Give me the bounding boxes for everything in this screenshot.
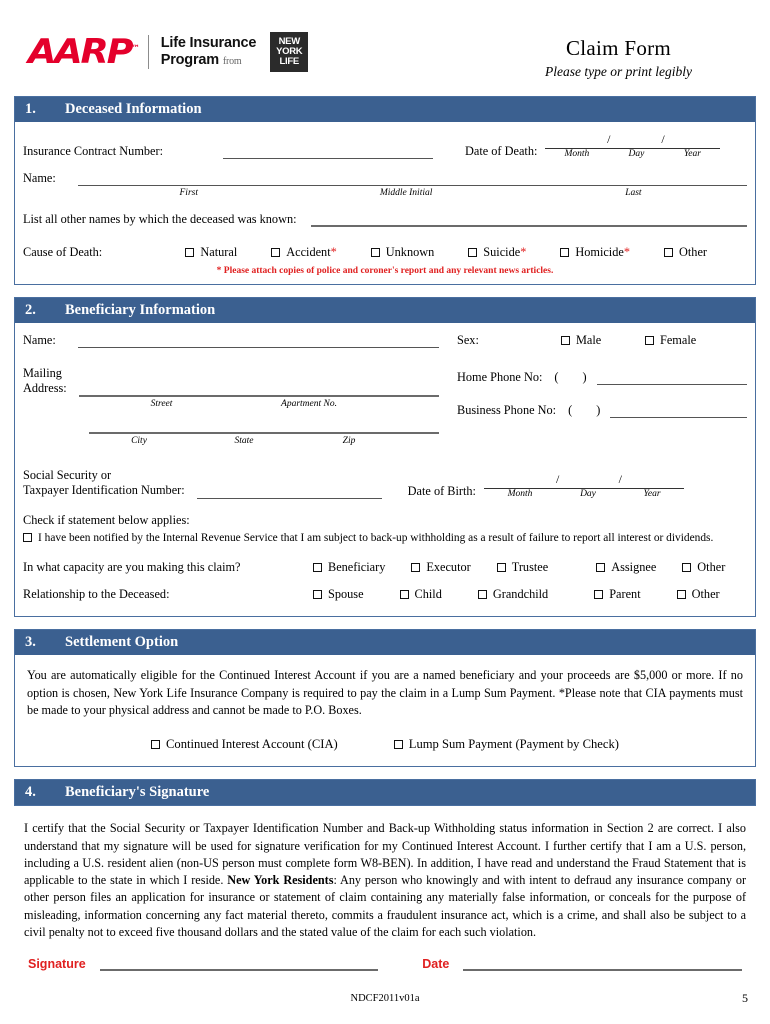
address-apartment-sublabel: Apartment No.	[281, 398, 337, 409]
aarp-trademark-symbol: ™	[131, 43, 141, 53]
dod-day-sublabel: Day	[628, 149, 645, 159]
checkbox-accident[interactable]	[271, 248, 280, 257]
capacity-option-trustee[interactable]	[497, 560, 548, 575]
section-2-title: Beneficiary Information	[65, 302, 216, 318]
cause-option-natural[interactable]	[185, 245, 237, 260]
nyl-line-2: YORK	[276, 46, 303, 58]
section-4-header	[14, 779, 756, 806]
relationship-label-grandchild: Grandchild	[492, 587, 549, 602]
address-street-input[interactable]	[79, 384, 439, 397]
section-deceased-information	[14, 96, 756, 285]
deceased-name-label: Name:	[23, 171, 56, 185]
relationship-label-child: Child	[414, 587, 442, 602]
contract-number-input[interactable]	[223, 146, 433, 159]
business-phone-label: Business Phone No:	[457, 403, 557, 417]
cause-label-suicide: Suicide	[483, 245, 521, 259]
contract-number-label: Insurance Contract Number:	[23, 144, 163, 158]
section-beneficiary-information	[14, 297, 756, 617]
dob-day-sublabel: Day	[580, 489, 596, 500]
section-3-title: Settlement Option	[65, 634, 179, 651]
cause-option-other[interactable]	[664, 245, 707, 260]
section-2-body	[15, 323, 755, 616]
other-names-input[interactable]	[311, 214, 747, 227]
relationship-option-grandchild[interactable]	[478, 587, 548, 602]
dod-month-sublabel: Month	[564, 149, 590, 159]
cause-asterisk-suicide: *	[520, 245, 527, 259]
dob-year-sublabel: Year	[643, 489, 661, 500]
checkbox-capacity-trustee[interactable]	[497, 563, 506, 572]
new-york-residents-heading: New York Residents	[227, 873, 334, 888]
address-street-sublabel: Street	[150, 398, 173, 409]
page-footer	[14, 993, 756, 1004]
certification-text-part1: I certify that the Social Security or Taxpayer Identification Number and Back-up Withholding status information in Section 2 are correct. I also understand that my signature will be used for signature verification for my Continued Interest Account. I further certify that I am a U.S. person, including a U.S. resident alien (non-US person must complete form W8-BEN). In addition, I have read and understand the Fraud Statement that is applicable to the state in which I reside.	[24, 821, 746, 888]
checkbox-relationship-spouse[interactable]	[313, 590, 322, 599]
section-3-number: 3.	[25, 634, 36, 651]
cause-label-other: Other	[679, 245, 707, 259]
cause-asterisk-homicide: *	[623, 245, 630, 259]
checkbox-female[interactable]	[645, 336, 654, 345]
ssn-label-line2: Taxpayer Identification Number:	[23, 483, 185, 498]
checkbox-capacity-assignee[interactable]	[596, 563, 605, 572]
section-1-title: Deceased Information	[65, 101, 202, 117]
section-1-header	[15, 97, 755, 122]
capacity-label-trustee: Trustee	[511, 560, 549, 575]
checkbox-natural[interactable]	[185, 248, 194, 257]
irs-statement-row[interactable]	[23, 532, 747, 544]
cause-asterisk-accident: *	[330, 245, 337, 259]
settlement-option-lump-sum[interactable]	[394, 737, 619, 752]
settlement-label-lump-sum: Lump Sum Payment (Payment by Check)	[408, 737, 619, 752]
cause-label-natural: Natural	[200, 245, 238, 259]
capacity-label-assignee: Assignee	[611, 560, 657, 575]
cause-of-death-options	[185, 245, 747, 260]
relationship-option-parent[interactable]	[594, 587, 640, 602]
section-beneficiary-signature	[14, 779, 756, 971]
page-title: Claim Form	[565, 36, 672, 60]
relationship-option-child[interactable]	[400, 587, 442, 602]
deceased-name-input[interactable]	[78, 173, 747, 186]
relationship-label: Relationship to the Deceased:	[23, 587, 170, 602]
checkbox-capacity-executor[interactable]	[411, 563, 420, 572]
relationship-options	[313, 587, 720, 602]
nyl-line-1: NEW	[278, 36, 300, 48]
business-paren-open: (	[568, 403, 573, 417]
date-of-death-label: Date of Death:	[465, 144, 538, 158]
signature-label: Signature	[28, 957, 86, 972]
checkbox-relationship-parent[interactable]	[594, 590, 603, 599]
checkbox-suicide[interactable]	[468, 248, 477, 257]
capacity-options	[313, 560, 725, 575]
dob-month-sublabel: Month	[507, 489, 533, 500]
brand-logo-group	[28, 26, 308, 72]
page-number: 5	[742, 991, 748, 1006]
section-3-body	[15, 655, 755, 766]
beneficiary-name-label: Name:	[23, 333, 56, 347]
address-city-sublabel: City	[131, 435, 147, 446]
certification-paragraph	[24, 820, 746, 941]
sex-option-female[interactable]	[645, 333, 696, 348]
sex-label: Sex:	[457, 333, 479, 347]
settlement-label-cia: Continued Interest Account (CIA)	[166, 737, 338, 752]
ssn-label-line1: Social Security or	[23, 467, 112, 482]
checkbox-relationship-grandchild[interactable]	[478, 590, 487, 599]
checkbox-capacity-other[interactable]	[682, 563, 691, 572]
cause-label-homicide: Homicide	[575, 245, 624, 259]
checkbox-cause-other[interactable]	[664, 248, 673, 257]
irs-check-block	[23, 513, 747, 544]
section-settlement-option	[14, 629, 756, 767]
aarp-wordmark: AARP	[28, 32, 132, 72]
check-if-applies-label: Check if statement below applies:	[23, 513, 190, 528]
new-york-life-logo	[270, 32, 308, 72]
date-of-birth-input-group[interactable]: / / Month Day Year	[484, 472, 684, 499]
relationship-label-other: Other	[691, 587, 720, 602]
ssn-input[interactable]	[197, 486, 382, 499]
section-4-title: Beneficiary's Signature	[65, 784, 210, 801]
relationship-option-spouse[interactable]	[313, 587, 364, 602]
home-phone-label: Home Phone No:	[457, 370, 543, 384]
settlement-options	[27, 737, 743, 752]
business-phone-input[interactable]	[610, 405, 747, 418]
section-4-body	[14, 806, 756, 971]
checkbox-lump-sum-payment[interactable]	[394, 740, 403, 749]
other-names-label: List all other names by which the deceased was known:	[23, 212, 297, 226]
sex-label-male: Male	[576, 333, 602, 347]
cause-of-death-label: Cause of Death:	[23, 245, 103, 259]
program-from-word: from	[222, 56, 242, 67]
checkbox-relationship-child[interactable]	[400, 590, 409, 599]
capacity-option-beneficiary[interactable]	[313, 560, 385, 575]
section-1-body	[15, 122, 755, 284]
capacity-option-executor[interactable]	[411, 560, 470, 575]
capacity-label-other: Other	[697, 560, 726, 575]
checkbox-relationship-other[interactable]	[677, 590, 686, 599]
checkbox-male[interactable]	[561, 336, 570, 345]
home-paren-open: (	[554, 370, 559, 384]
mailing-label-line1: Mailing	[23, 366, 62, 380]
settlement-option-cia[interactable]	[151, 737, 338, 752]
settlement-option-description: You are automatically eligible for the Continued Interest Account if you are a named beneficiary and your proceeds are $5,000 or more. If no option is chosen, New York Life Insurance Company is required to pay the claim in a Lump Sum Payment. *Please note that CIA payments must be made to your physical address and cannot be made to P.O. Boxes.	[27, 668, 743, 717]
checkbox-irs-backup-withholding[interactable]	[23, 533, 32, 542]
home-phone-area-code[interactable]	[554, 370, 586, 385]
logo-divider	[148, 35, 149, 69]
section-4-number: 4.	[25, 784, 36, 801]
cause-label-accident: Accident	[286, 245, 331, 259]
date-of-birth-label: Date of Birth:	[407, 484, 476, 499]
program-line-2: Program	[160, 52, 219, 68]
date-label: Date	[422, 957, 450, 972]
sex-label-female: Female	[660, 333, 697, 347]
cause-option-homicide[interactable]	[560, 245, 630, 260]
aarp-logo	[28, 32, 141, 72]
relationship-option-other[interactable]	[677, 587, 720, 602]
checkbox-homicide[interactable]	[560, 248, 569, 257]
address-state-sublabel: State	[234, 435, 254, 446]
sex-option-male[interactable]	[561, 333, 645, 348]
program-line-1: Life Insurance	[160, 34, 257, 51]
dod-year-sublabel: Year	[683, 149, 701, 159]
mailing-address-label	[23, 366, 67, 397]
mailing-label-line2: Address:	[23, 381, 67, 396]
home-phone-input[interactable]	[597, 372, 747, 385]
capacity-label-executor: Executor	[426, 560, 471, 575]
address-zip-sublabel: Zip	[342, 435, 356, 446]
section-3-header	[15, 630, 755, 655]
page-header	[14, 0, 756, 96]
cause-option-accident[interactable]	[271, 245, 337, 260]
police-report-note: * Please attach copies of police and coroner's report and any relevant news articles.	[216, 266, 554, 276]
cause-option-suicide[interactable]	[468, 245, 526, 260]
cause-label-unknown: Unknown	[385, 245, 435, 259]
signature-row	[24, 957, 746, 971]
capacity-option-assignee[interactable]	[596, 560, 656, 575]
name-middle-sublabel: Middle Initial	[379, 188, 433, 198]
nyl-line-3: LIFE	[279, 55, 299, 67]
name-last-sublabel: Last	[625, 188, 642, 198]
ssn-label	[23, 468, 185, 499]
certification-text-part2: : Any person who knowingly and with intent to defraud any insurance company or other person files an application for insurance or statement of claim containing any materially false information, or conceals for the purpose of misleading, information concerning any fact material thereto, commits a fraudulent insurance act, which is a crime, and shall also be subject to a civil penalty not to exceed five thousand dollars and the stated value of the claim for each such violation.	[24, 873, 747, 940]
life-insurance-program-text	[161, 35, 257, 69]
home-paren-close: )	[582, 370, 587, 384]
relationship-label-spouse: Spouse	[328, 587, 364, 602]
page-subtitle: Please type or print legibly	[545, 64, 692, 79]
section-1-number: 1.	[25, 101, 36, 117]
section-2-header	[15, 298, 755, 323]
checkbox-capacity-beneficiary[interactable]	[313, 563, 322, 572]
beneficiary-name-input[interactable]	[78, 335, 439, 348]
business-paren-close: )	[596, 403, 601, 417]
relationship-label-parent: Parent	[609, 587, 641, 602]
business-phone-area-code[interactable]	[568, 403, 600, 418]
section-2-number: 2.	[25, 302, 36, 318]
address-city-state-zip-input[interactable]	[89, 421, 439, 434]
form-title-block	[545, 26, 752, 80]
checkbox-unknown[interactable]	[371, 248, 380, 257]
irs-statement-text: I have been notified by the Internal Revenue Service that I am subject to back-up withholding as a result of failure to report all interest or dividends.	[38, 532, 714, 545]
checkbox-continued-interest-account[interactable]	[151, 740, 160, 749]
cause-option-unknown[interactable]	[371, 245, 435, 260]
capacity-label-beneficiary: Beneficiary	[328, 560, 386, 575]
name-first-sublabel: First	[179, 188, 198, 198]
date-of-death-input-group[interactable]: / / Month Day Year	[545, 132, 720, 159]
capacity-label: In what capacity are you making this claim?	[23, 560, 241, 575]
capacity-option-other[interactable]	[682, 560, 725, 575]
signature-input[interactable]	[100, 958, 379, 971]
form-code: NDCF2011v01a	[350, 993, 420, 1005]
signature-date-input[interactable]	[463, 958, 742, 971]
